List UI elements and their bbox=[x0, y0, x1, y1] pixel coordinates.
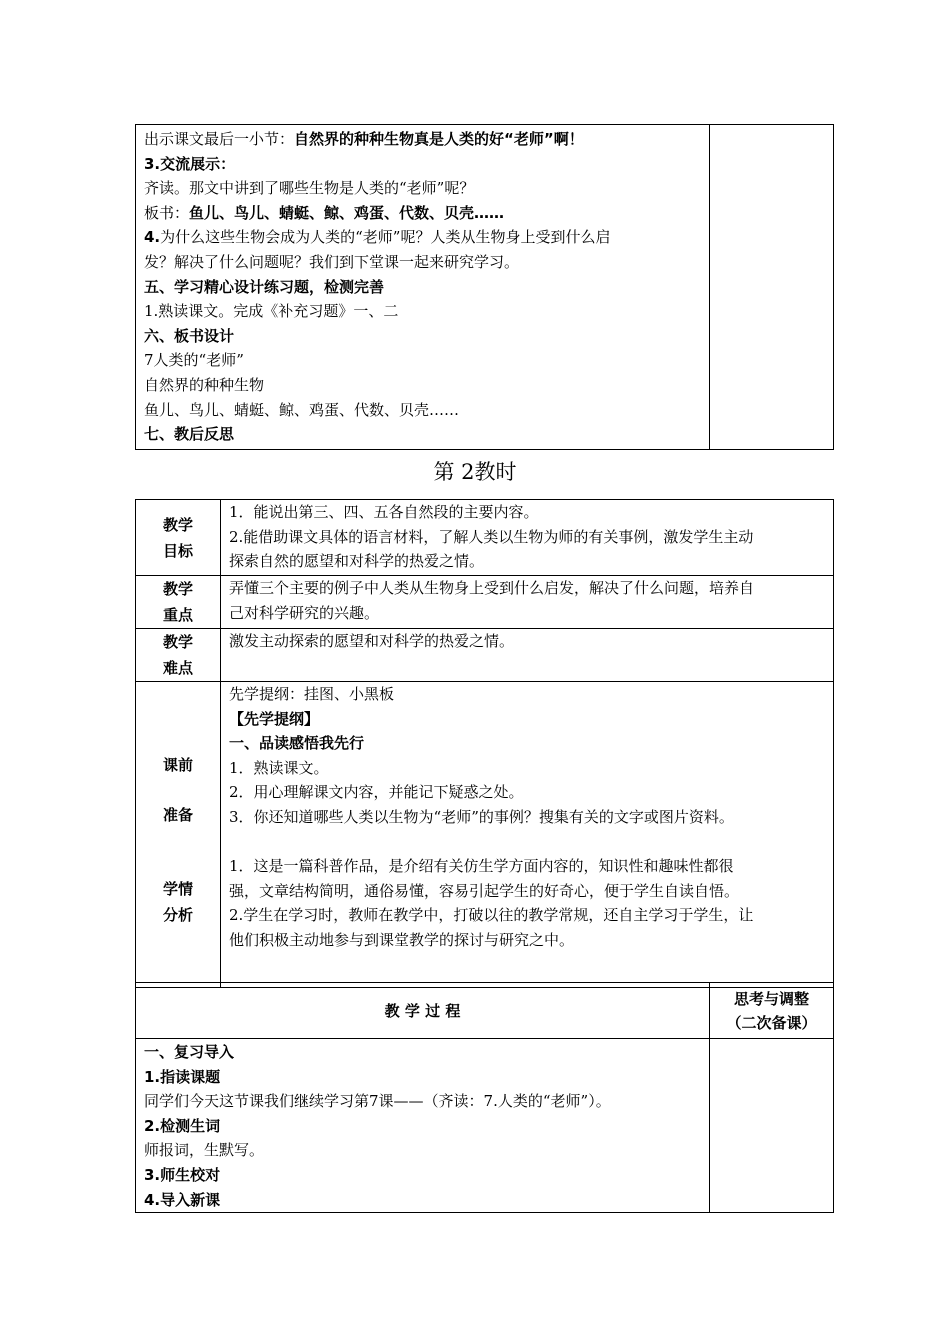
key-line-1: 弄懂三个主要的例子中人类从生物身上受到什么启发，解决了什么问题，培养自 bbox=[229, 579, 755, 597]
line-question: 4.为什么这些生物会成为人类的“老师”呢？人类从生物身上受到什么启 bbox=[144, 228, 611, 247]
process-content-cell bbox=[136, 1039, 710, 1213]
lesson-info-table bbox=[135, 499, 834, 988]
prep-line-5: 2．用心理解课文内容，并能记下疑惑之处。 bbox=[229, 783, 524, 802]
process-header: 教 学 过 程 bbox=[384, 1002, 461, 1020]
process-line-5: 师报词，生默写。 bbox=[144, 1141, 265, 1160]
line-section-seven: 七、教后反思 bbox=[144, 425, 235, 444]
analysis-line-1: 1．这是一篇科普作品，是介绍有关仿生学方面内容的，知识性和趣味性都很 bbox=[229, 857, 734, 876]
top-content-cell bbox=[136, 125, 710, 450]
analysis-line-2: 强，文章结构简明，通俗易懂，容易引起学生的好奇心，便于学生自读自悟。 bbox=[229, 881, 740, 900]
process-line-4: 2.检测生词 bbox=[144, 1116, 221, 1135]
line-blackboard: 板书：鱼儿、鸟儿、蜻蜓、鲸、鸡蛋、代数、贝壳…… bbox=[144, 203, 505, 222]
difficulty-line-1: 激发主动探索的愿望和对科学的热爱之情。 bbox=[229, 632, 515, 650]
top-notes-cell bbox=[710, 125, 834, 450]
prep-line-6: 3．你还知道哪些人类以生物为“老师”的事例？搜集有关的文字或图片资料。 bbox=[229, 807, 734, 826]
key-line-2: 己对科学研究的兴趣。 bbox=[229, 603, 380, 622]
difficulty-label-cell bbox=[136, 629, 221, 682]
goals-line-2: 2.能借助课文具体的语言材料，了解人类以生物为师的有关事例，激发学生主动 bbox=[229, 527, 754, 546]
top-continuation-table bbox=[135, 124, 834, 450]
difficulty-label-2: 难点 bbox=[162, 659, 193, 677]
line-question-cont: 发？解决了什么问题呢？我们到下堂课一起来研究学习。 bbox=[144, 252, 520, 271]
lesson-heading: 第 2教时 bbox=[433, 460, 517, 484]
line-exchange-heading: 3.交流展示： bbox=[144, 154, 236, 173]
analysis-line-4: 他们积极主动地参与到课堂教学的探讨与研究之中。 bbox=[229, 930, 575, 949]
process-line-6: 3.师生校对 bbox=[144, 1165, 221, 1184]
prep-label-2: 准备 bbox=[162, 806, 193, 824]
line-show-text: 出示课文最后一小节：自然界的种种生物真是人类的好“老师”啊！ bbox=[144, 130, 584, 148]
process-line-7: 4.导入新课 bbox=[144, 1190, 221, 1209]
key-label-2: 重点 bbox=[162, 606, 193, 624]
process-line-3: 同学们今天这节课我们继续学习第7课——（齐读：7.人类的“老师”）。 bbox=[144, 1092, 611, 1111]
line-board-subtitle: 自然界的种种生物 bbox=[144, 375, 265, 394]
goals-line-3: 探索自然的愿望和对科学的热爱之情。 bbox=[229, 552, 485, 571]
goals-content-cell bbox=[221, 500, 834, 576]
notes-header-2: （二次备课） bbox=[726, 1013, 817, 1032]
difficulty-content-cell bbox=[221, 629, 834, 682]
prep-line-4: 1．熟读课文。 bbox=[229, 758, 329, 777]
prep-label-cell bbox=[136, 682, 221, 988]
analysis-line-3: 2.学生在学习时，教师在教学中，打破以往的教学常规，还自主学习于学生，让 bbox=[229, 906, 754, 925]
analysis-label-2: 分析 bbox=[162, 906, 193, 924]
goals-label-1: 教学 bbox=[162, 516, 193, 534]
goals-label-2: 目标 bbox=[162, 542, 193, 560]
key-label-cell bbox=[136, 576, 221, 629]
prep-content-cell bbox=[221, 682, 834, 988]
line-section-six: 六、板书设计 bbox=[144, 326, 235, 345]
line-section-five: 五、学习精心设计练习题，检测完善 bbox=[144, 277, 385, 296]
goals-label-cell bbox=[136, 500, 221, 576]
line-read-aloud: 齐读。那文中讲到了哪些生物是人类的“老师”呢？ bbox=[144, 179, 475, 198]
difficulty-label-1: 教学 bbox=[162, 633, 193, 651]
process-notes-cell bbox=[710, 1039, 834, 1213]
line-board-list: 鱼儿、鸟儿、蜻蜓、鲸、鸡蛋、代数、贝壳…… bbox=[144, 400, 460, 419]
analysis-label-1: 学情 bbox=[162, 880, 193, 898]
process-line-1: 一、复习导入 bbox=[144, 1043, 235, 1061]
line-board-title: 7人类的“老师” bbox=[144, 351, 244, 370]
process-header-cell bbox=[136, 983, 710, 1039]
key-content-cell bbox=[221, 576, 834, 629]
notes-header-cell bbox=[710, 983, 834, 1039]
top-lines bbox=[136, 125, 709, 447]
goals-line-1: 1．能说出第三、四、五各自然段的主要内容。 bbox=[229, 503, 539, 521]
teaching-process-table bbox=[135, 982, 834, 1213]
line-exercise: 1.熟读课文。完成《补充习题》一、二 bbox=[144, 302, 399, 321]
key-label-1: 教学 bbox=[162, 580, 193, 598]
prep-label-1: 课前 bbox=[162, 756, 193, 774]
prep-line-2: 【先学提纲】 bbox=[229, 709, 320, 728]
prep-line-1: 先学提纲：挂图、小黑板 bbox=[229, 685, 395, 703]
process-line-2: 1.指读课题 bbox=[144, 1067, 221, 1086]
notes-header-1: 思考与调整 bbox=[733, 989, 809, 1008]
prep-line-3: 一、品读感悟我先行 bbox=[229, 734, 365, 753]
